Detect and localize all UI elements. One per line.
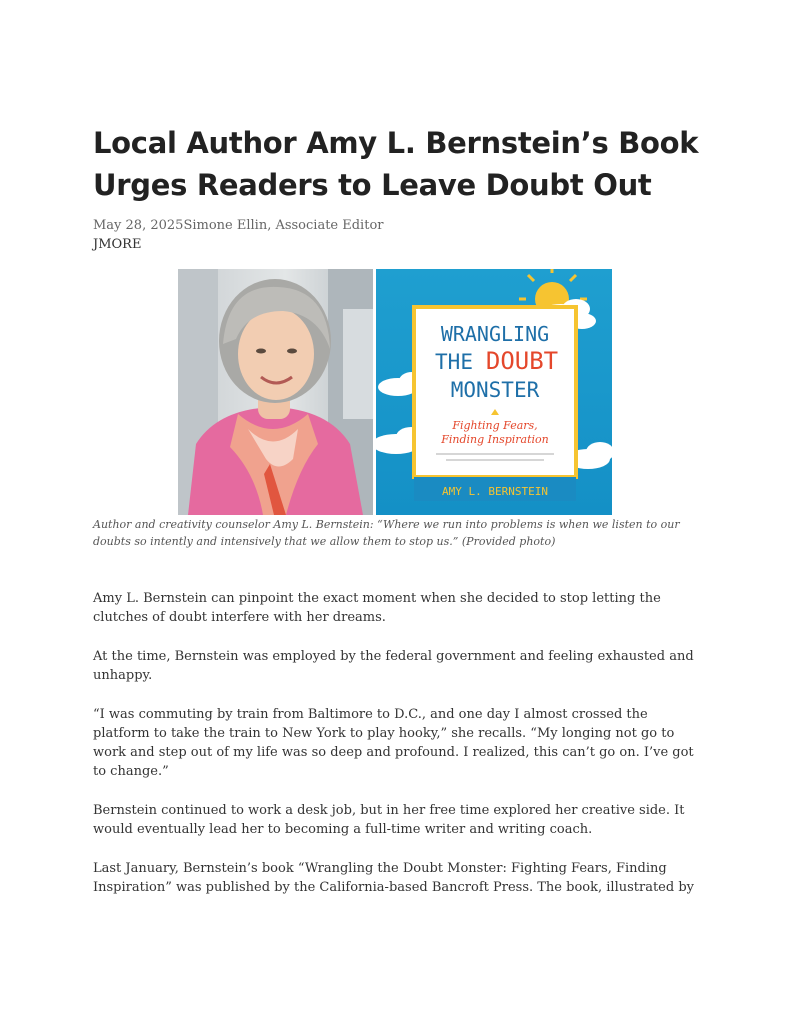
author-photo — [178, 269, 373, 515]
cover-subtitle-line1: Fighting Fears, — [452, 419, 538, 432]
body-paragraph: Last January, Bernstein’s book “Wrangling the Doubt Monster: Fighting Fears, Finding Inspiration” was published by the California-based Bancroft Press. The book, illustrated by — [93, 861, 694, 895]
article-figure — [178, 269, 612, 515]
body-paragraph: “I was commuting by train from Baltimore to D.C., and one day I almost crossed the platform to take the train to New York to play hooky,” she recalls. “My longing not go to work and step out of my life was so deep and profound. I realized, this can’t go on. I’ve got to change.” — [93, 707, 694, 779]
cover-title-line2-a: THE — [435, 350, 473, 374]
article-byline: Simone Ellin, Associate Editor — [183, 218, 384, 233]
book-cover-art — [376, 269, 612, 515]
author-portrait-illustration — [178, 269, 373, 515]
cover-subtitle-line2: Finding Inspiration — [441, 433, 549, 446]
cover-title-line2-b: DOUBT — [485, 347, 559, 375]
cover-author: AMY L. BERNSTEIN — [442, 485, 548, 498]
cover-title-line1: WRANGLING — [440, 322, 550, 346]
cover-title-line3: MONSTER — [450, 378, 540, 402]
article-title: Local Author Amy L. Bernstein’s Book Urges Readers to Leave Doubt Out — [93, 126, 699, 202]
body-paragraph: At the time, Bernstein was employed by the federal government and feeling exhausted and unhappy. — [93, 649, 694, 683]
article-date: May 28, 2025 — [93, 218, 184, 233]
figure-caption: Author and creativity counselor Amy L. Bernstein: “Where we run into problems is when we listen to our doubts so intently and intensively that we allow them to stop us.” (Provided photo) — [93, 518, 680, 548]
body-paragraph: Bernstein continued to work a desk job, but in her free time explored her creative side. It would eventually lead her to becoming a full-time writer and writing coach. — [93, 803, 685, 837]
book-cover — [376, 269, 612, 515]
article-source: JMORE — [93, 237, 142, 252]
body-paragraph: Amy L. Bernstein can pinpoint the exact moment when she decided to stop letting the clutches of doubt interfere with her dreams. — [93, 591, 661, 625]
article-meta — [93, 216, 383, 254]
article-body — [93, 589, 697, 917]
